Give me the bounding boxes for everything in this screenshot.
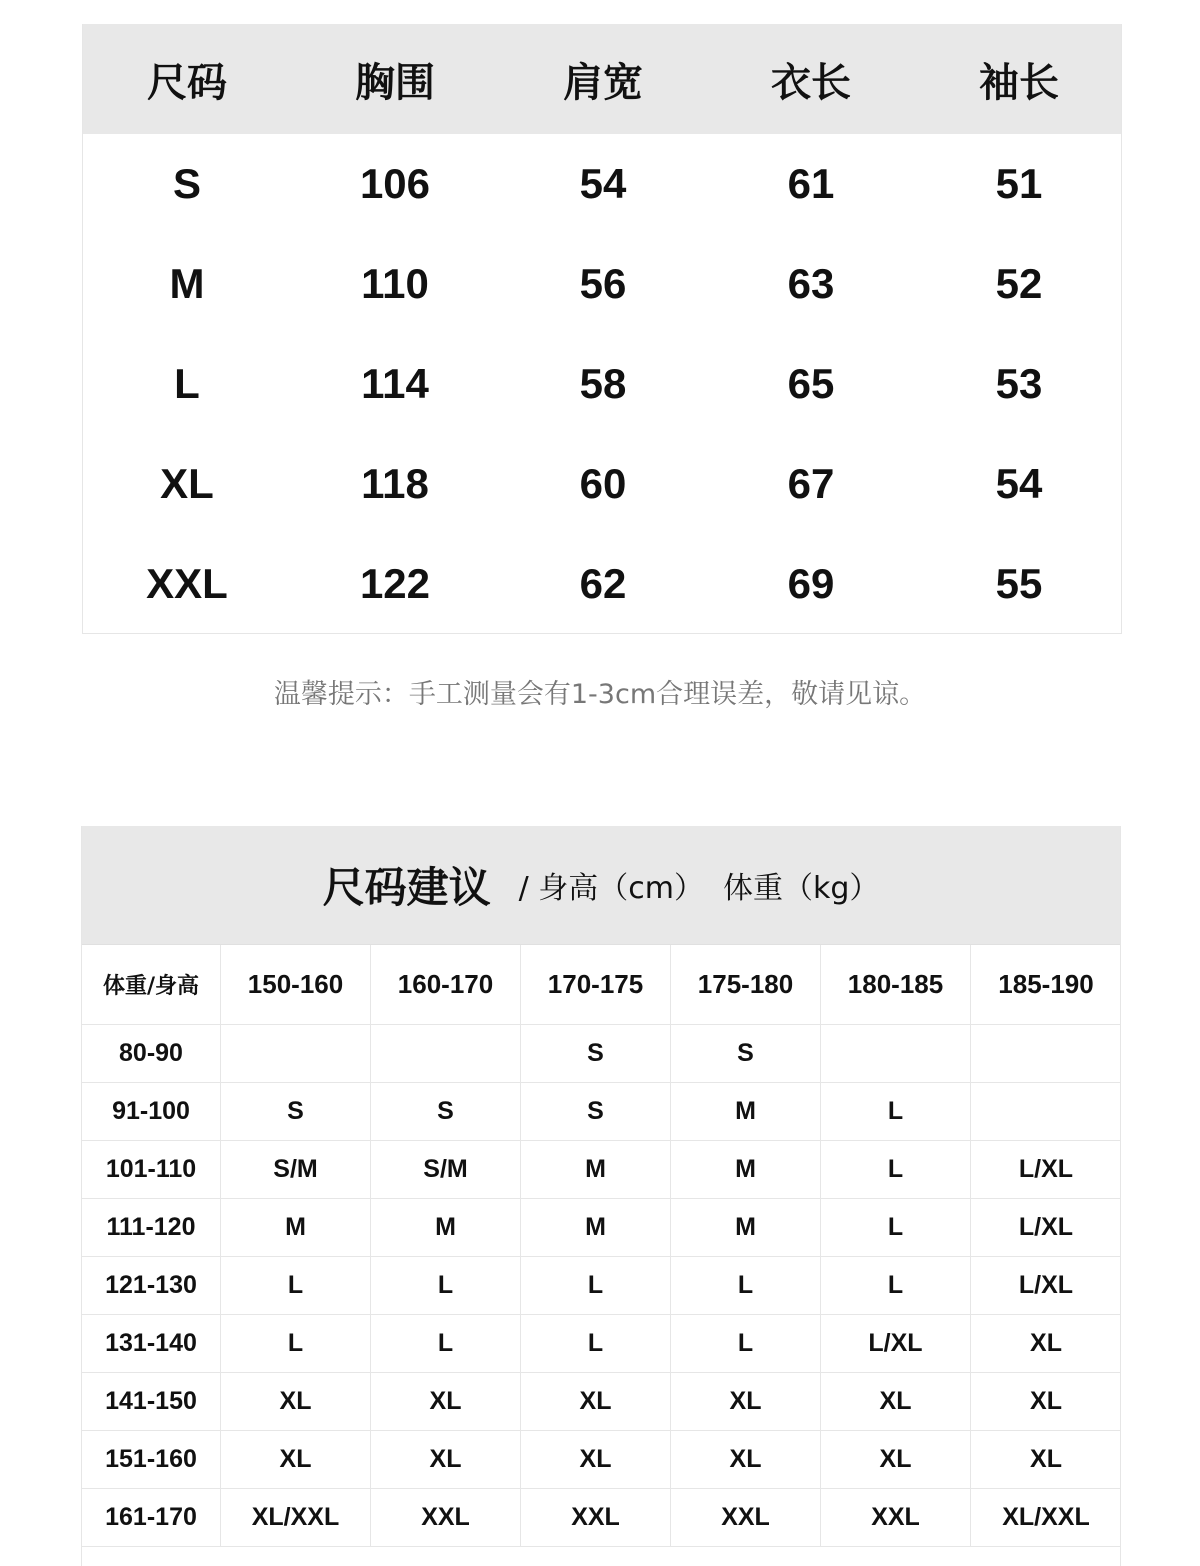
size-cell: S	[172, 160, 201, 207]
recommended-size-cell: L	[821, 1083, 971, 1141]
recommended-size-cell: L	[821, 1199, 971, 1257]
recommended-size-cell: S/M	[371, 1141, 521, 1199]
recommended-size-cell: XL	[221, 1373, 371, 1431]
size-cell: 60	[579, 460, 627, 507]
header-length: 衣长	[771, 59, 851, 106]
header-sleeve: 袖长	[979, 59, 1059, 106]
size-cell: 55	[995, 560, 1043, 607]
weight-range-label: 161-170	[82, 1489, 221, 1547]
recommended-size-cell: S	[671, 1025, 821, 1083]
size-cell: 61	[787, 160, 835, 207]
size-cell: 69	[787, 560, 835, 607]
recommended-size-cell: L/XL	[971, 1257, 1121, 1315]
recommendation-title-bar	[82, 826, 1120, 945]
size-cell: 67	[787, 460, 835, 507]
size-cell: 63	[787, 260, 835, 307]
recommended-size-cell: XXL	[821, 1489, 971, 1547]
recommended-size-cell: M	[221, 1199, 371, 1257]
recommended-size-cell	[371, 1025, 521, 1083]
recommended-size-cell: XL	[671, 1373, 821, 1431]
recommended-size-cell: XL	[971, 1373, 1121, 1431]
recommended-size-cell: S	[521, 1083, 671, 1141]
size-cell: 114	[361, 360, 429, 407]
height-range-header: 175-180	[671, 945, 821, 1025]
recommended-size-cell: M	[671, 1199, 821, 1257]
recommended-size-cell: M	[371, 1199, 521, 1257]
size-table-header	[83, 24, 1121, 134]
size-row	[83, 134, 1121, 234]
size-cell: 118	[361, 460, 429, 507]
recommended-size-cell: L	[371, 1315, 521, 1373]
recommended-size-cell: S/M	[221, 1141, 371, 1199]
measurement-note: 温馨提示：手工测量会有1-3cm合理误差，敬请见谅。	[273, 679, 927, 710]
height-range-header: 170-175	[521, 945, 671, 1025]
recommended-size-cell: XL	[371, 1431, 521, 1489]
size-row	[83, 534, 1121, 634]
weight-range-label: 101-110	[82, 1141, 221, 1199]
recommended-size-cell: XL/XXL	[221, 1489, 371, 1547]
size-cell: L	[174, 360, 200, 407]
height-range-header: 185-190	[971, 945, 1121, 1025]
size-cell: 106	[359, 160, 431, 207]
recommendation-subtitle: / 身高（cm） 体重（kg）	[518, 871, 880, 906]
recommended-size-cell: XL	[221, 1431, 371, 1489]
recommended-size-cell: L	[821, 1141, 971, 1199]
size-row	[83, 234, 1121, 334]
height-range-header: 150-160	[221, 945, 371, 1025]
size-row	[83, 334, 1121, 434]
recommended-size-cell: XL	[671, 1431, 821, 1489]
recommended-size-cell: L/XL	[971, 1199, 1121, 1257]
recommended-size-cell: L	[821, 1257, 971, 1315]
recommended-size-cell: XL	[521, 1431, 671, 1489]
recommended-size-cell: L	[671, 1257, 821, 1315]
recommended-size-cell: L/XL	[971, 1141, 1121, 1199]
size-table	[82, 24, 1122, 634]
recommended-size-cell: L	[521, 1257, 671, 1315]
size-table-body	[83, 134, 1121, 634]
header-shoulder: 肩宽	[563, 59, 643, 106]
size-cell: 58	[579, 360, 627, 407]
recommended-size-cell	[971, 1083, 1121, 1141]
recommendation-title: 尺码建议	[322, 863, 491, 912]
size-cell: 56	[579, 260, 627, 307]
size-cell: 65	[787, 360, 835, 407]
recommended-size-cell: XXL	[371, 1489, 521, 1547]
recommended-size-cell: L	[671, 1315, 821, 1373]
recommended-size-cell	[971, 1025, 1121, 1083]
recommended-size-cell: L/XL	[821, 1315, 971, 1373]
recommended-size-cell: XXL	[521, 1489, 671, 1547]
weight-range-label: 131-140	[82, 1315, 221, 1373]
size-cell: 53	[995, 360, 1043, 407]
size-cell: XL	[160, 460, 214, 507]
recommended-size-cell: XL	[821, 1431, 971, 1489]
recommended-size-cell	[821, 1025, 971, 1083]
size-cell: M	[169, 260, 205, 307]
recommended-size-cell: S	[221, 1083, 371, 1141]
size-cell: 122	[359, 560, 431, 607]
header-size: 尺码	[147, 59, 227, 106]
recommended-size-cell: S	[521, 1025, 671, 1083]
weight-range-label: 151-160	[82, 1431, 221, 1489]
recommended-size-cell: XL	[521, 1373, 671, 1431]
weight-range-label: 121-130	[82, 1257, 221, 1315]
corner-label: 体重/身高	[82, 945, 221, 1025]
recommended-size-cell: L	[371, 1257, 521, 1315]
weight-range-label: 91-100	[82, 1083, 221, 1141]
recommended-size-cell: M	[521, 1141, 671, 1199]
weight-range-label: 80-90	[82, 1025, 221, 1083]
recommended-size-cell: S	[371, 1083, 521, 1141]
size-row	[83, 434, 1121, 534]
recommended-size-cell: M	[521, 1199, 671, 1257]
size-recommendation-table	[81, 826, 1121, 1566]
height-range-header: 180-185	[821, 945, 971, 1025]
header-chest: 胸围	[355, 59, 435, 106]
recommended-size-cell: XL/XXL	[971, 1489, 1121, 1547]
recommendation-grid	[82, 945, 1120, 1547]
size-cell: 110	[361, 260, 429, 307]
size-cell: 54	[579, 160, 627, 207]
size-cell: 52	[995, 260, 1043, 307]
height-range-header: 160-170	[371, 945, 521, 1025]
size-cell: XXL	[146, 560, 228, 607]
weight-range-label: 141-150	[82, 1373, 221, 1431]
size-cell: 51	[995, 160, 1043, 207]
recommended-size-cell: L	[221, 1257, 371, 1315]
recommended-size-cell: XXL	[671, 1489, 821, 1547]
size-cell: 54	[995, 460, 1043, 507]
weight-range-label: 111-120	[82, 1199, 221, 1257]
recommended-size-cell: XL	[821, 1373, 971, 1431]
recommended-size-cell: XL	[371, 1373, 521, 1431]
recommended-size-cell	[221, 1025, 371, 1083]
recommended-size-cell: M	[671, 1083, 821, 1141]
recommended-size-cell: XL	[971, 1315, 1121, 1373]
recommended-size-cell: L	[521, 1315, 671, 1373]
recommended-size-cell: M	[671, 1141, 821, 1199]
recommended-size-cell: XL	[971, 1431, 1121, 1489]
recommended-size-cell: L	[221, 1315, 371, 1373]
size-cell: 62	[579, 560, 627, 607]
